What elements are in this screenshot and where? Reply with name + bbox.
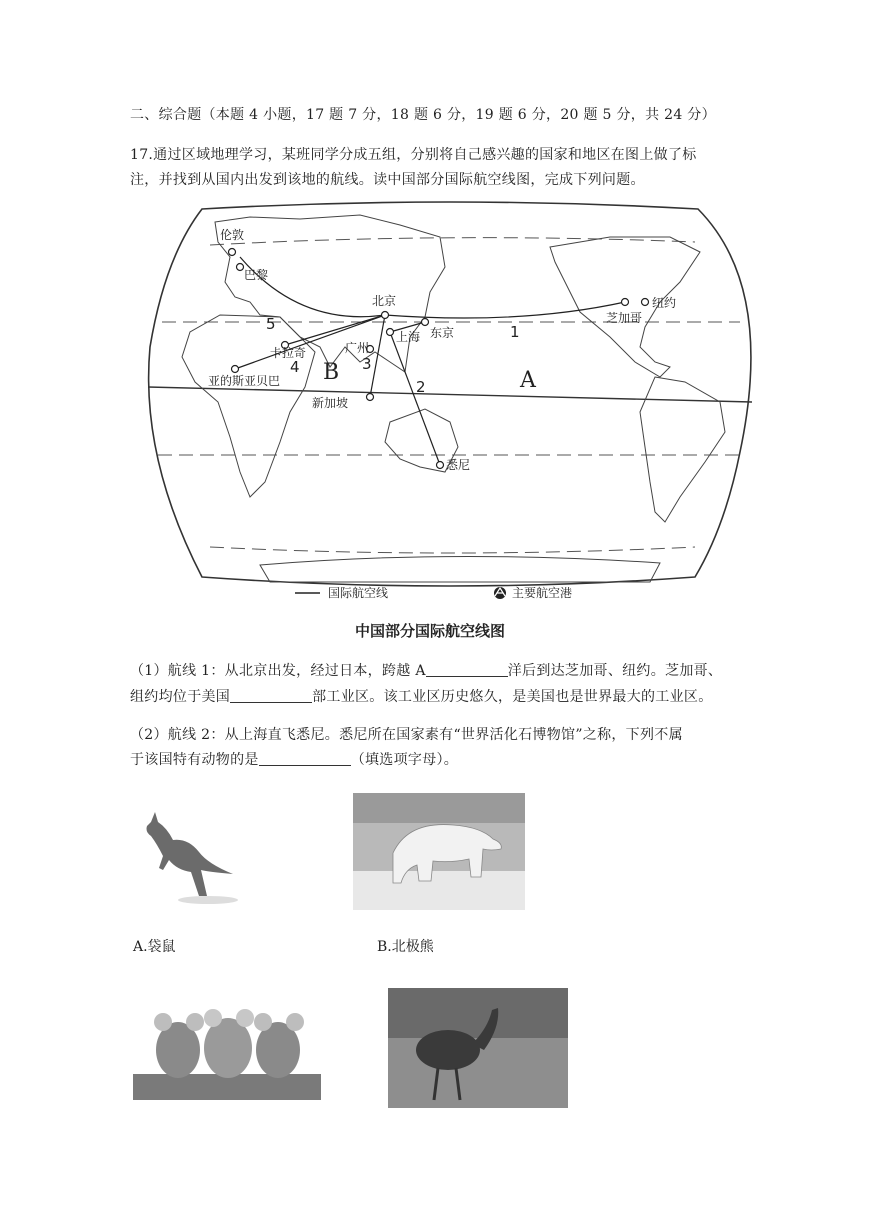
label-sydney: 悉尼 bbox=[446, 458, 471, 472]
label-chicago: 芝加哥 bbox=[606, 311, 643, 325]
airport-shanghai bbox=[387, 329, 394, 336]
map-caption: 中国部分国际航空线图 bbox=[355, 622, 506, 640]
airport-paris bbox=[237, 264, 244, 271]
route-number-3: 3 bbox=[362, 355, 372, 373]
sub-question-1-line-1: （1）航线 1：从北京出发，经过日本，跨越 A 洋后到达芝加哥、纽约。芝加哥、 bbox=[130, 659, 722, 683]
label-paris: 巴黎 bbox=[244, 268, 269, 282]
label-new-york: 纽约 bbox=[652, 296, 677, 310]
ocean-letter-b: B bbox=[323, 360, 340, 385]
answer-blank-ocean[interactable] bbox=[426, 660, 508, 677]
option-a-label: A.袋鼠 bbox=[133, 939, 176, 955]
airport-singapore bbox=[367, 394, 374, 401]
polar-bear-image bbox=[353, 793, 525, 910]
question-17-line-1: 17.通过区域地理学习，某班同学分成五组，分别将自己感兴趣的国家和地区在图上做了标 bbox=[130, 147, 697, 163]
koala-image bbox=[133, 1000, 321, 1100]
question-17-line-2: 注，并找到从国内出发到该地的航线。读中国部分国际航空线图，完成下列问题。 bbox=[130, 172, 645, 188]
route-number-5: 5 bbox=[266, 315, 276, 333]
answer-blank-animal[interactable] bbox=[259, 749, 351, 766]
legend-airport-label: 主要航空港 bbox=[512, 586, 573, 600]
world-air-routes-map bbox=[140, 197, 760, 612]
airport-london bbox=[229, 249, 236, 256]
route-number-4: 4 bbox=[290, 358, 300, 376]
label-addis-ababa: 亚的斯亚贝巴 bbox=[208, 374, 281, 388]
label-london: 伦敦 bbox=[220, 228, 245, 242]
airport-tokyo bbox=[422, 319, 429, 326]
sub-question-2-line-2: 于该国特有动物的是 （填选项字母）。 bbox=[130, 748, 458, 772]
section-heading: 二、综合题（本题 4 小题，17 题 7 分，18 题 6 分，19 题 6 分，20 题 5 分，共 24 分） bbox=[130, 107, 716, 123]
ocean-letter-a: A bbox=[520, 368, 536, 393]
airport-sydney bbox=[437, 462, 444, 469]
airport-beijing bbox=[382, 312, 389, 319]
airport-newyork bbox=[642, 299, 649, 306]
label-beijing: 北京 bbox=[372, 294, 397, 308]
kangaroo-image bbox=[133, 808, 243, 908]
label-shanghai: 上海 bbox=[396, 330, 421, 344]
sub-question-1-line-2: 组约均位于美国 部工业区。该工业区历史悠久，是美国也是世界最大的工业区。 bbox=[130, 685, 713, 709]
label-singapore: 新加坡 bbox=[312, 396, 349, 410]
answer-blank-region[interactable] bbox=[230, 686, 312, 703]
airport-addis bbox=[232, 366, 239, 373]
option-b-label: B.北极熊 bbox=[377, 939, 434, 955]
legend-route-label: 国际航空线 bbox=[328, 586, 389, 600]
airport-chicago bbox=[622, 299, 629, 306]
label-tokyo: 东京 bbox=[430, 326, 455, 340]
label-karachi: 卡拉奇 bbox=[270, 346, 307, 360]
route-number-2: 2 bbox=[416, 378, 426, 396]
route-number-1: 1 bbox=[510, 323, 520, 341]
label-guangzhou: 广州 bbox=[345, 341, 370, 355]
sub-question-2-line-1: （2）航线 2：从上海直飞悉尼。悉尼所在国家素有“世界活化石博物馆”之称，下列不属 bbox=[130, 727, 683, 743]
emu-image bbox=[388, 988, 568, 1108]
